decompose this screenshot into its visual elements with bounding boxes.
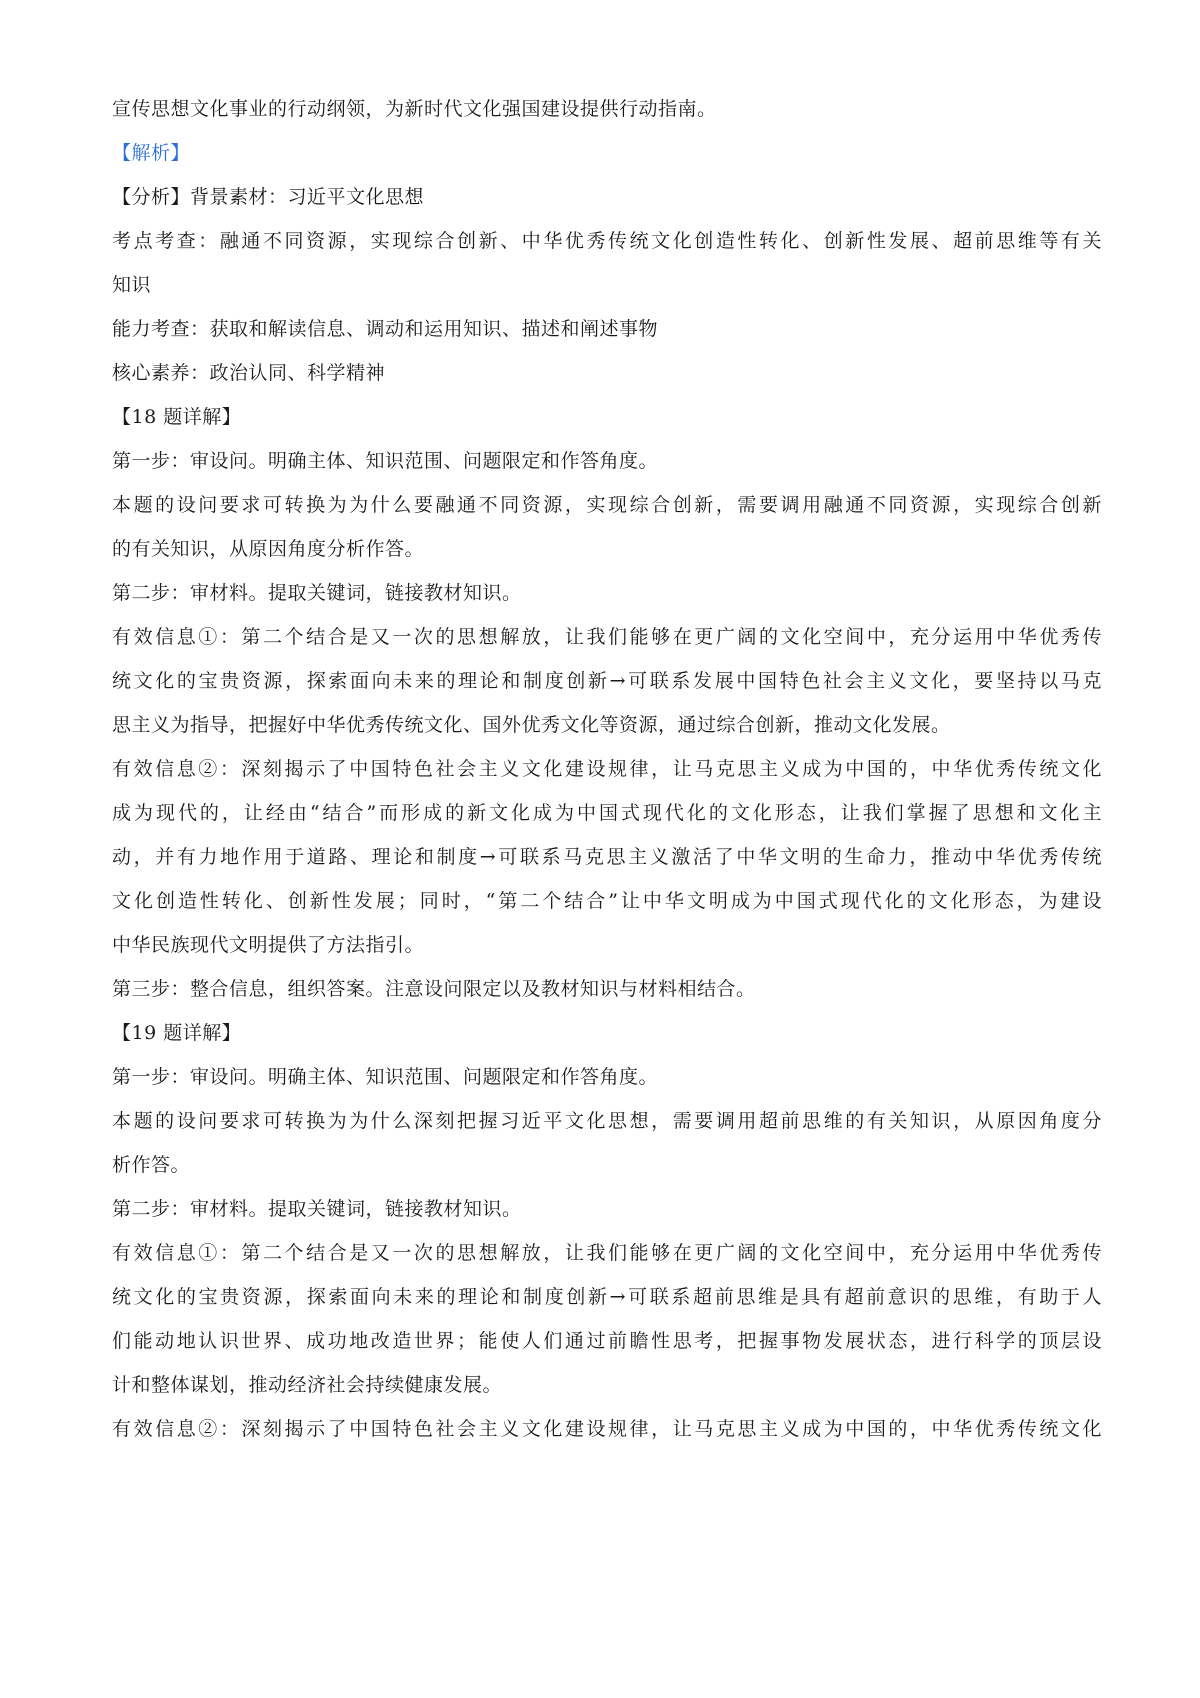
text-line: 本题的设问要求可转换为为什么深刻把握习近平文化思想，需要调用超前思维的有关知识，从原因角度分 — [112, 1110, 1102, 1132]
text-line: 统文化的宝贵资源，探索面向未来的理论和制度创新→可联系超前思维是具有超前意识的思维，有助于人 — [112, 1286, 1102, 1308]
text-line: 本题的设问要求可转换为为什么要融通不同资源，实现综合创新，需要调用融通不同资源，实现综合创新 — [112, 494, 1102, 516]
text-line: 计和整体谋划，推动经济社会持续健康发展。 — [112, 1374, 503, 1396]
text-line: 中华民族现代文明提供了方法指引。 — [112, 934, 425, 956]
text-line: 【分析】背景素材：习近平文化思想 — [112, 186, 425, 208]
text-line: 有效信息①：第二个结合是又一次的思想解放，让我们能够在更广阔的文化空间中，充分运用中华优秀传 — [112, 1242, 1102, 1264]
text-line: 思主义为指导，把握好中华优秀传统文化、国外优秀文化等资源，通过综合创新，推动文化发展。 — [112, 714, 951, 736]
section-heading-q18: 【18 题详解】 — [112, 406, 242, 428]
text-line: 有效信息②：深刻揭示了中国特色社会主义文化建设规律，让马克思主义成为中国的，中华优秀传统文化 — [112, 1418, 1102, 1440]
text-line: 文化创造性转化、创新性发展；同时，“第二个结合”让中华文明成为中国式现代化的文化形态，为建设 — [112, 890, 1102, 912]
text-line: 考点考查：融通不同资源，实现综合创新、中华优秀传统文化创造性转化、创新性发展、超前思维等有关 — [112, 230, 1102, 252]
text-line: 们能动地认识世界、成功地改造世界；能使人们通过前瞻性思考，把握事物发展状态，进行科学的顶层设 — [112, 1330, 1102, 1352]
text-line: 第一步：审设问。明确主体、知识范围、问题限定和作答角度。 — [112, 450, 659, 472]
text-line: 有效信息①：第二个结合是又一次的思想解放，让我们能够在更广阔的文化空间中，充分运用中华优秀传 — [112, 626, 1102, 648]
text-line: 核心素养：政治认同、科学精神 — [112, 362, 386, 384]
text-line: 有效信息②：深刻揭示了中国特色社会主义文化建设规律，让马克思主义成为中国的，中华优秀传统文化 — [112, 758, 1102, 780]
text-line: 第二步：审材料。提取关键词，链接教材知识。 — [112, 1198, 522, 1220]
text-line: 第二步：审材料。提取关键词，链接教材知识。 — [112, 582, 522, 604]
text-line: 宣传思想文化事业的行动纲领，为新时代文化强国建设提供行动指南。 — [112, 98, 717, 120]
section-heading-q19: 【19 题详解】 — [112, 1022, 242, 1044]
text-line: 知识 — [112, 274, 152, 296]
text-line: 的有关知识，从原因角度分析作答。 — [112, 538, 425, 560]
text-line: 第一步：审设问。明确主体、知识范围、问题限定和作答角度。 — [112, 1066, 659, 1088]
text-line: 析作答。 — [112, 1154, 191, 1176]
text-line: 成为现代的，让经由“结合”而形成的新文化成为中国式现代化的文化形态，让我们掌握了思想和文化主 — [112, 802, 1102, 824]
section-heading-analysis: 【解析】 — [112, 142, 191, 164]
text-line: 统文化的宝贵资源，探索面向未来的理论和制度创新→可联系发展中国特色社会主义文化，要坚持以马克 — [112, 670, 1102, 692]
text-line: 能力考查：获取和解读信息、调动和运用知识、描述和阐述事物 — [112, 318, 659, 340]
text-line: 第三步：整合信息，组织答案。注意设问限定以及教材知识与材料相结合。 — [112, 978, 756, 1000]
text-line: 动，并有力地作用于道路、理论和制度→可联系马克思主义激活了中华文明的生命力，推动中华优秀传统 — [112, 846, 1102, 868]
